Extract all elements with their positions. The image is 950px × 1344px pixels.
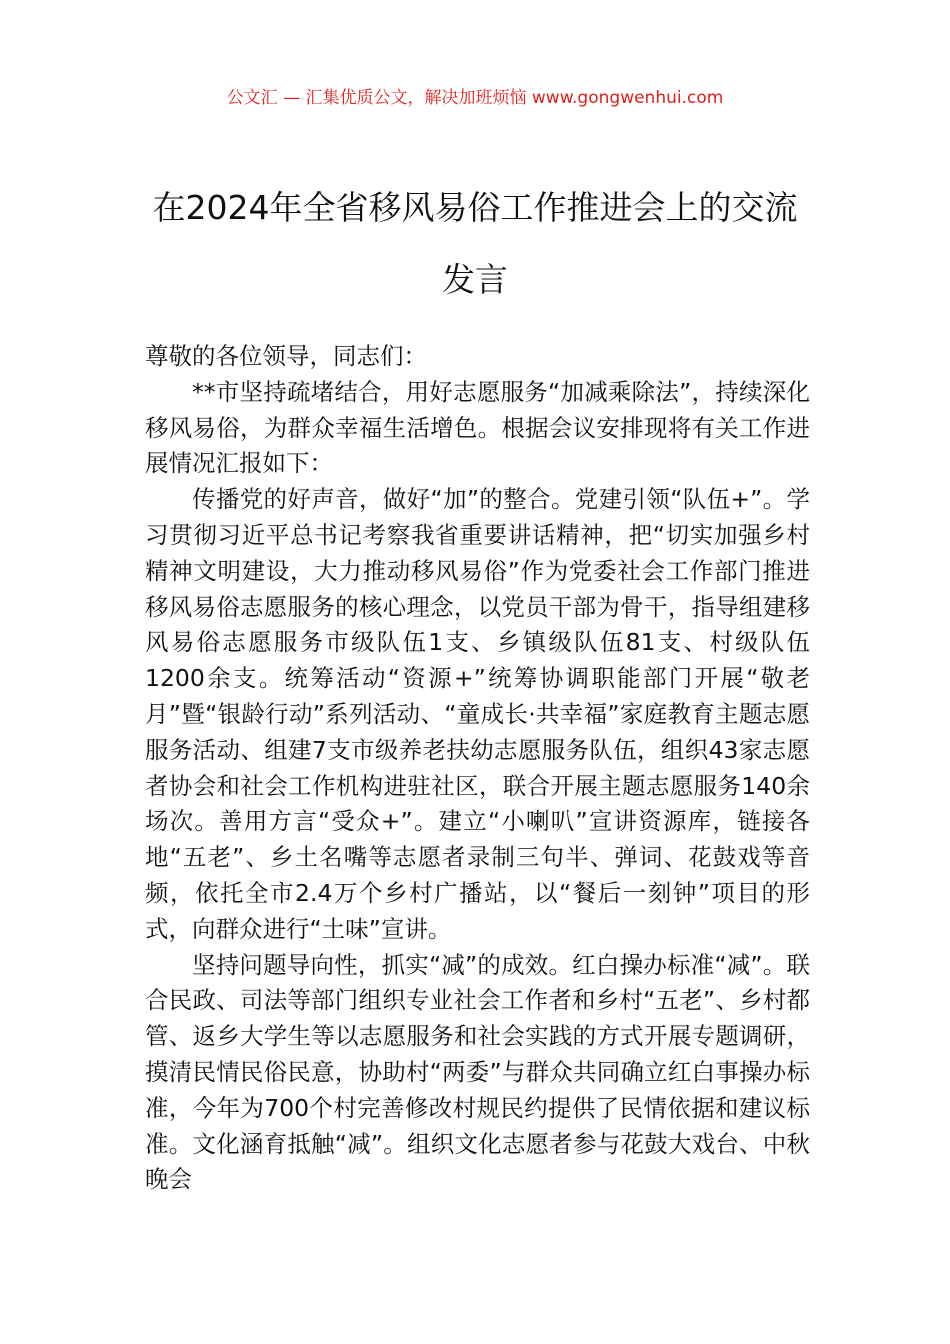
salutation: 尊敬的各位领导，同志们： bbox=[145, 342, 427, 370]
paragraph-reduce: 坚持问题导向性，抓实“减”的成效。红白操办标准“减”。联合民政、司法等部门组织专业社会工作者和乡村“五老”、乡村都管、返乡大学生等以志愿服务和社会实践的方式开展专题调研，摸清民情民俗民意，协助村“两委”与群众共同确立红白事操办标准，今年为700个村完善修改村规民约提供了民情依据和建议标准。文化涵育抵触“减”。组织文化志愿者参与花鼓大戏台、中秋晚会 bbox=[145, 950, 810, 1194]
document-body bbox=[145, 339, 810, 1198]
paragraph-intro: **市坚持疏堵结合，用好志愿服务“加减乘除法”，持续深化移风易俗，为群众幸福生活增色。根据会议安排现将有关工作进展情况汇报如下： bbox=[145, 377, 810, 478]
watermark-header: 公文汇 — 汇集优质公文，解决加班烦恼 www.gongwenhui.com bbox=[226, 88, 724, 108]
paragraph-add: 传播党的好声音，做好“加”的整合。党建引领“队伍+”。学习贯彻习近平总书记考察我省重要讲话精神，把“切实加强乡村精神文明建设，大力推动移风易俗”作为党委社会工作部门推进移风易俗志愿服务的核心理念，以党员干部为骨干，指导组建移风易俗志愿服务市级队伍1支、乡镇级队伍81支、村级队伍1200余支。统筹活动“资源+”统筹协调职能部门开展“敬老月”暨“银龄行动”系列活动、“童成长·共幸福”家庭教育主题志愿服务活动、组建7支市级养老扶幼志愿服务队伍，组织43家志愿者协会和社会工作机构进驻社区，联合开展主题志愿服务140余场次。善用方言“受众+”。建立“小喇叭”宣讲资源库，链接各地“五老”、乡土名嘴等志愿者录制三句半、弹词、花鼓戏等音频，依托全市2.4万个乡村广播站，以“餐后一刻钟”项目的形式，向群众进行“土味”宣讲。 bbox=[145, 485, 810, 943]
document-title: 在2024年全省移风易俗工作推进会上的交流发言 bbox=[152, 188, 798, 299]
